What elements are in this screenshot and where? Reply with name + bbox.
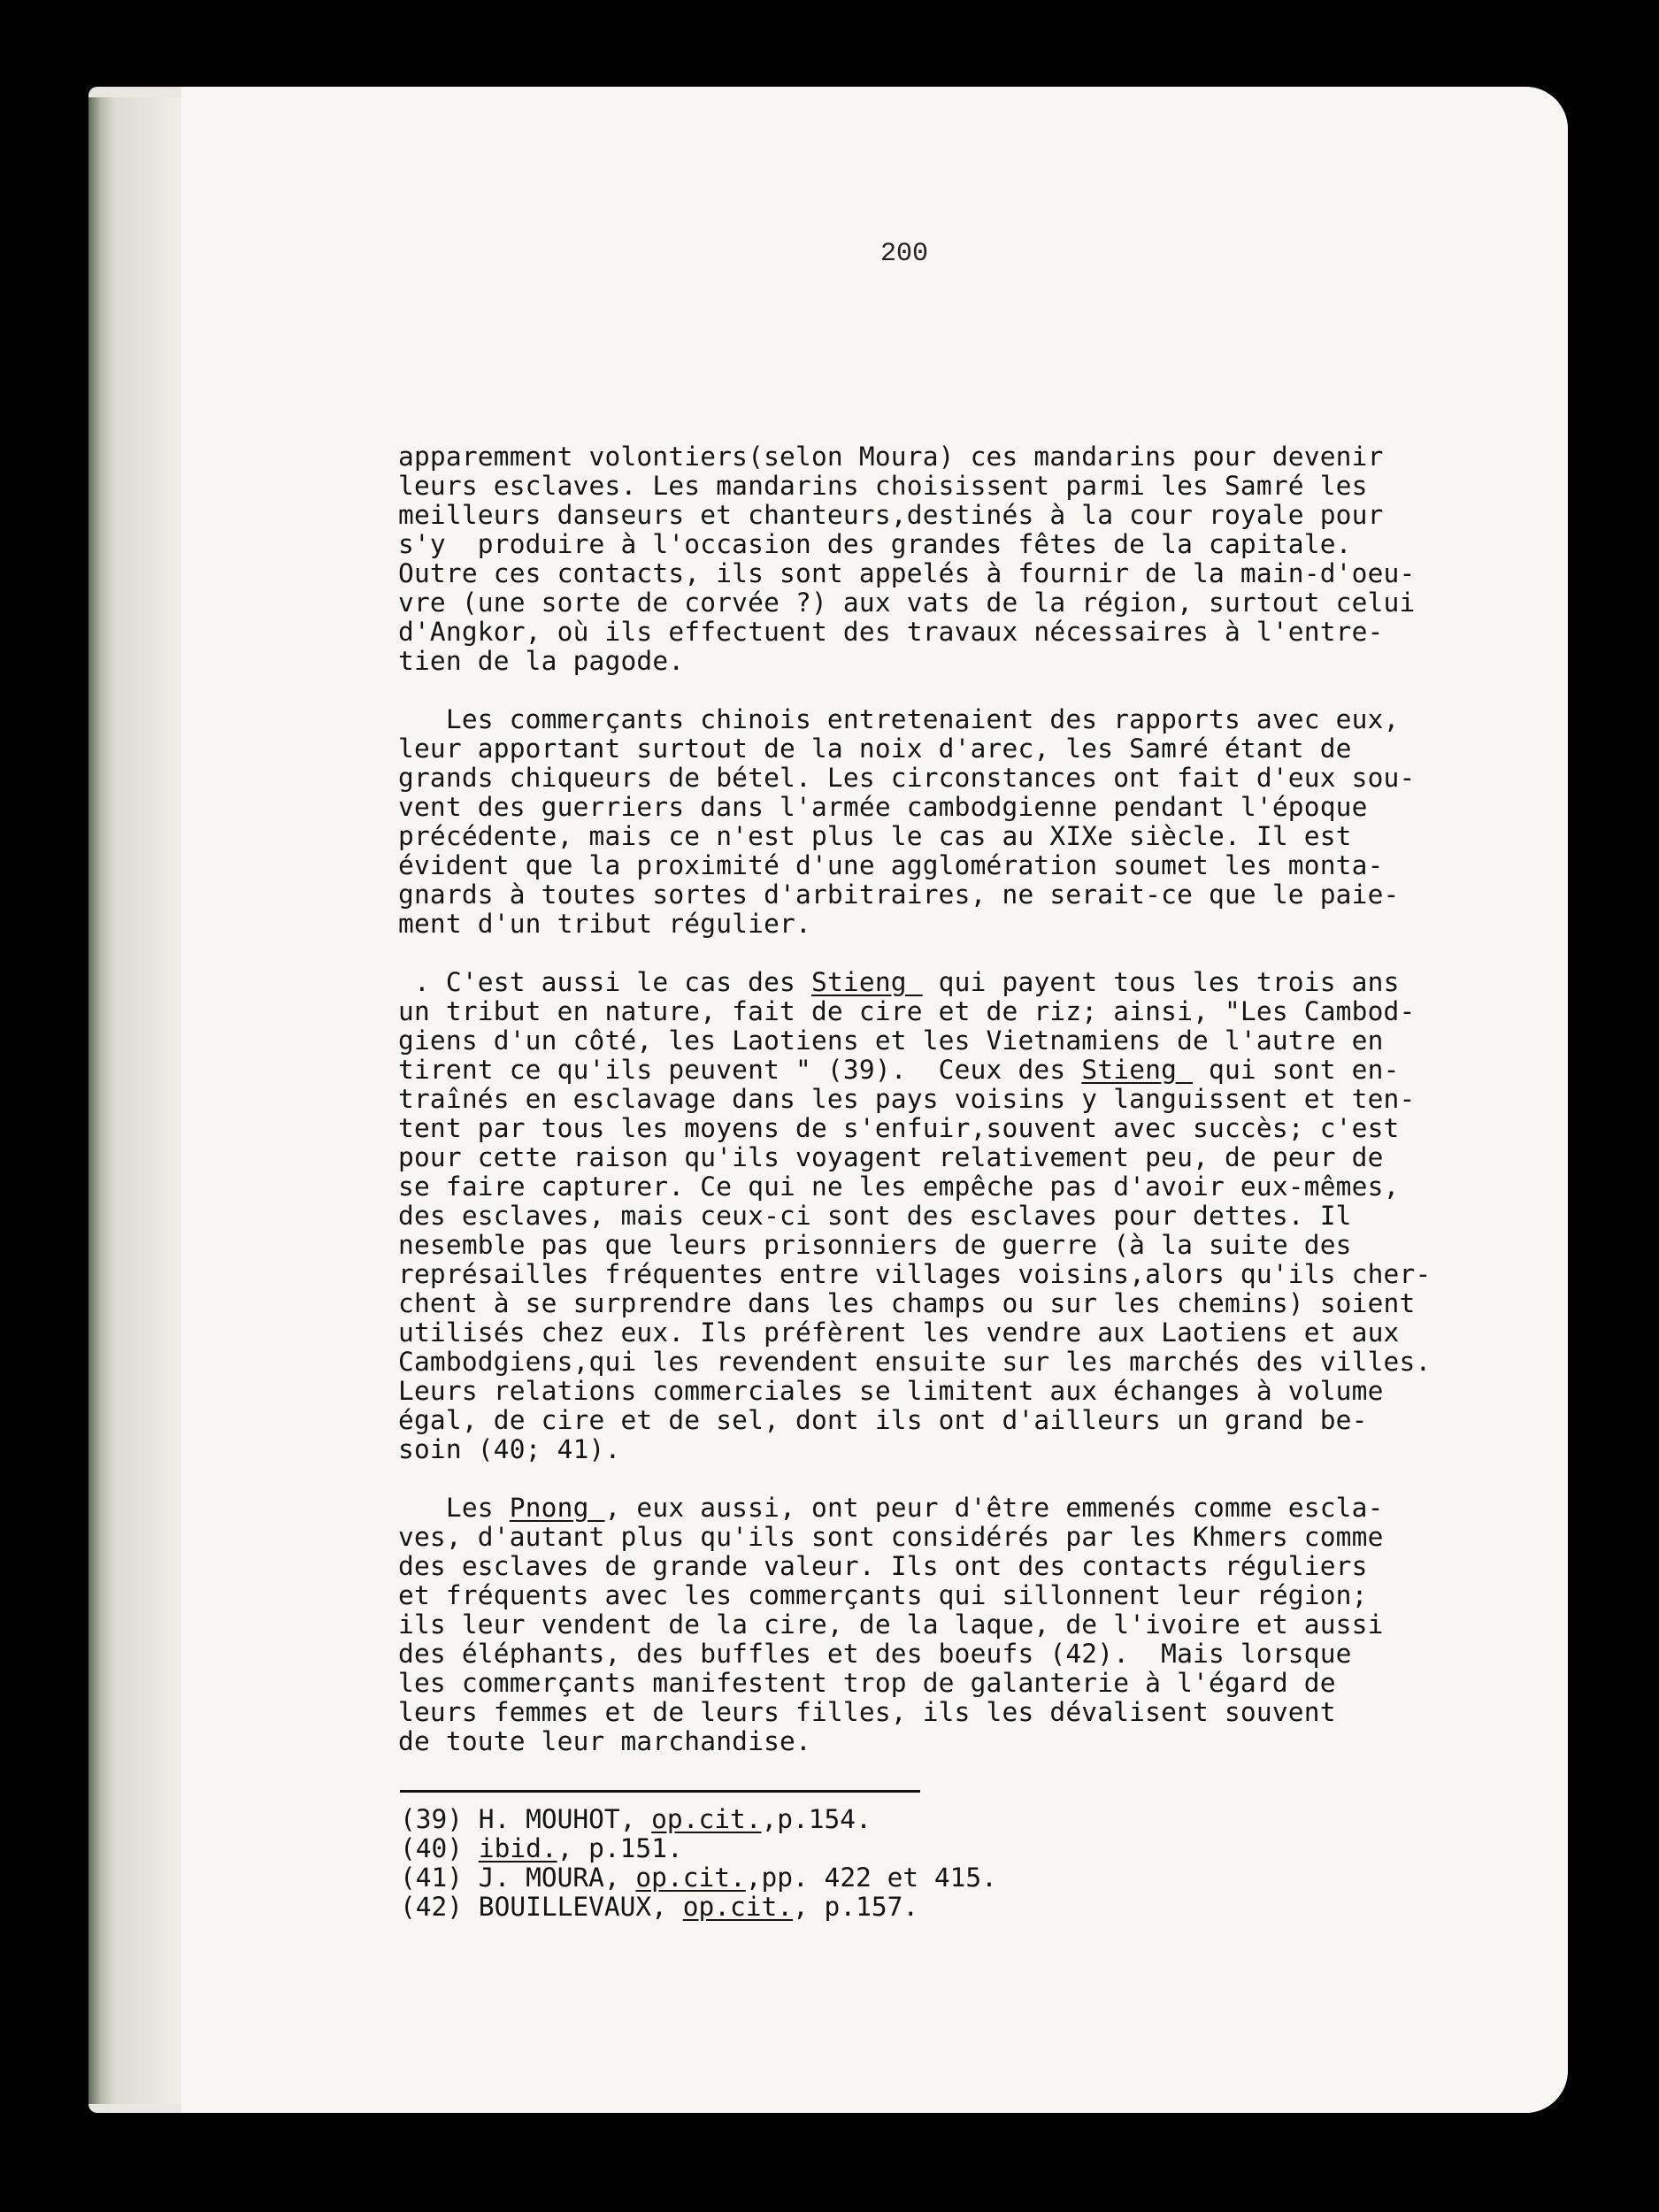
paragraph-2: Les commerçants chinois entretenaient des rapports avec eux, leur apportant surtout de la noix d'arec, les Samré étant de grands chiqueurs de bétel. Les circonstances ont fait d'eux sou- vent des guerriers dans l'armée cambodgienne pendant l'époque précédente, mais ce n'est plus le cas au XIXe siècle. Il est évident que la proximité d'une agglomération soumet les monta- gnards à toutes sortes d'arbitraires, ne serait-ce que le paie- ment d'un tribut régulier.: [398, 704, 1416, 939]
footnote-39: (39) H. MOUHOT, op.cit.,p.154.: [400, 1804, 872, 1834]
footnote-40: (40) ibid., p.151.: [400, 1833, 683, 1863]
paragraph-1: apparemment volontiers(selon Moura) ces mandarins pour devenir leurs esclaves. Les mandarins choisissent parmi les Samré les meilleurs danseurs et chanteurs,destinés à la cour royale pour s'y produire à l'occasion des grandes fêtes de la capitale. Outre ces contacts, ils sont appelés à fournir de la main-d'oeu- vre (une sorte de corvée ?) aux vats de la région, surtout celui d'Angkor, où ils effectuent des travaux nécessaires à l'entre- tien de la pagode.: [398, 442, 1416, 676]
page-edges: [88, 97, 186, 2104]
paragraph-3: . C'est aussi le cas des Stieng qui payent tous les trois ans un tribut en nature, fait de cire et de riz; ainsi, "Les Cambod- giens d'un côté, les Laotiens et les Vietnamiens de l'autre en tirent ce qu'ils peuvent " (39). Ceux des Stieng qui sont en- traînés en esclavage dans les pays voisins y languissent et ten- tent par tous les moyens de s'enfuir,souvent avec succès; c'est pour cette raison qu'ils voyagent relativement peu, de peur de se faire capturer. Ce qui ne les empêche pas d'avoir eux-mêmes, des esclaves, mais ceux-ci sont des esclaves pour dettes. Il nesemble pas que leurs prisonniers de guerre (à la suite des représailles fréquentes entre villages voisins,alors qu'ils cher- chent à se surprendre dans les champs ou sur les chemins) soient utilisés chez eux. Ils préfèrent les vendre aux Laotiens et aux Cambodgiens,qui les revendent ensuite sur les marchés des villes. Leurs relations commerciales se limitent aux échanges à volume égal, de cire et de sel, dont ils ont d'ailleurs un grand be- soin (40; 41).: [398, 967, 1432, 1464]
footnotes: [400, 1805, 1019, 1922]
footnote-42: (42) BOUILLEVAUX, op.cit., p.157.: [400, 1892, 919, 1922]
page-number: 200: [880, 239, 929, 269]
paragraph-4: Les Pnong , eux aussi, ont peur d'être emmenés comme escla- ves, d'autant plus qu'ils sont considérés par les Khmers comme des esclaves de grande valeur. Ils ont des contacts réguliers et fréquents avec les commerçants qui sillonnent leur région; ils leur vendent de la cire, de la laque, de l'ivoire et aussi des éléphants, des buffles et des boeufs (42). Mais lorsque les commerçants manifestent trop de galanterie à l'égard de leurs femmes et de leurs filles, ils les dévalisent souvent de toute leur marchandise.: [398, 1493, 1384, 1756]
body-text: [398, 442, 1442, 1756]
footnote-separator: [400, 1790, 920, 1793]
footnote-41: (41) J. MOURA, op.cit.,pp. 422 et 415.: [400, 1863, 997, 1893]
